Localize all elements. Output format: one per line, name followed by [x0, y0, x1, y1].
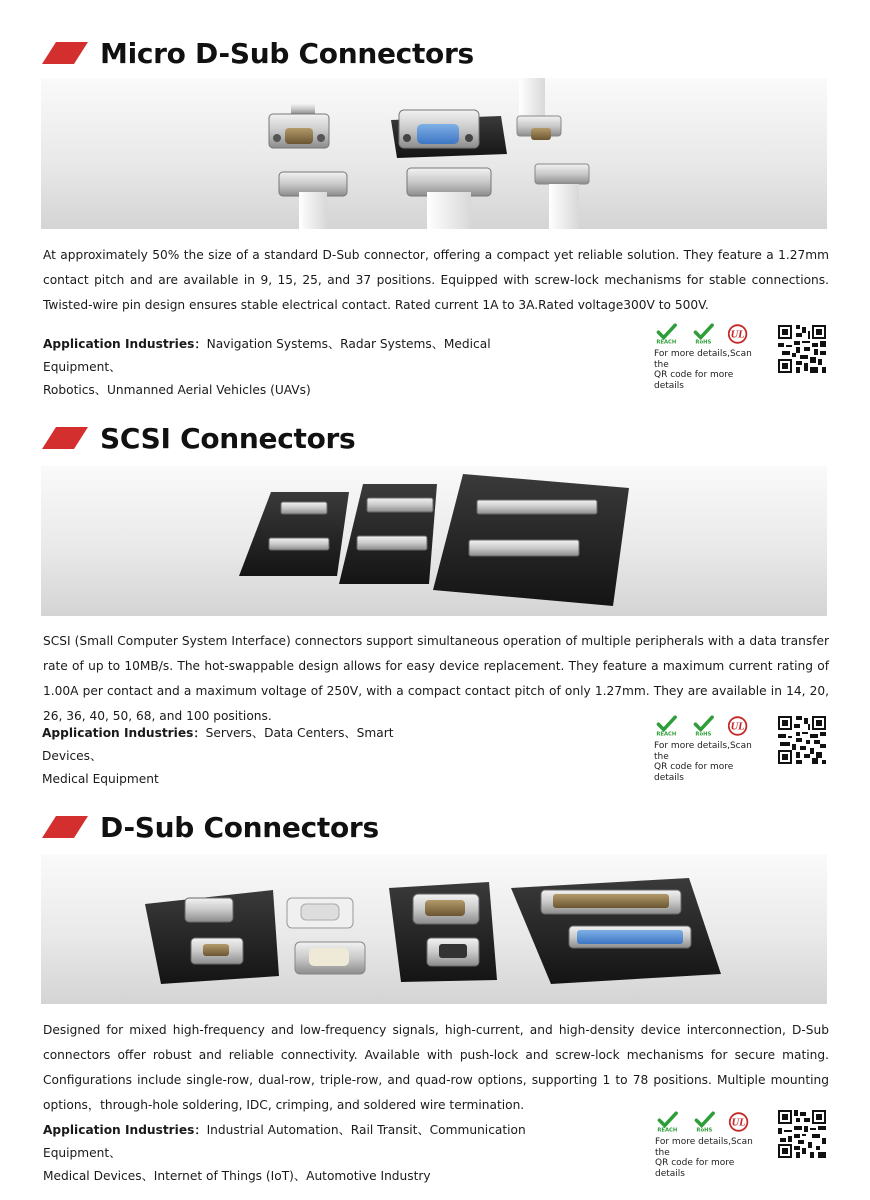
dsub-board-1-image — [145, 890, 279, 984]
ul-mark-icon — [728, 1110, 753, 1134]
product-photo-micro-dsub — [41, 78, 827, 229]
section-title: SCSI Connectors — [100, 421, 356, 455]
qr-code-icon[interactable] — [778, 1110, 826, 1158]
certification-badges — [654, 322, 764, 391]
certification-badges — [654, 714, 764, 783]
micro-dsub-plug-image — [535, 164, 589, 229]
section-title-row — [42, 418, 355, 458]
svg-text:REACH: REACH — [656, 339, 677, 346]
ul-mark-icon — [727, 714, 752, 738]
reach-check-icon — [654, 322, 679, 346]
svg-text:UL: UL — [731, 1118, 746, 1129]
reach-check-icon — [655, 1110, 680, 1134]
scsi-board-medium-image — [339, 484, 437, 584]
qr-caption: For more details,Scan the QR code for more details — [654, 741, 752, 783]
applications-label: Application Industries： — [42, 726, 206, 740]
svg-text:UL: UL — [730, 330, 745, 341]
applications-line: Medical Equipment — [42, 772, 159, 786]
micro-dsub-plug-image — [279, 172, 347, 229]
applications-line: Robotics、Unmanned Aerial Vehicles (UAVs) — [43, 383, 311, 397]
product-photo-scsi — [41, 466, 827, 616]
qr-caption: For more details,Scan the QR code for more details — [655, 1137, 753, 1179]
section-title-row — [42, 807, 379, 847]
product-photo-dsub — [41, 854, 827, 1004]
svg-text:REACH: REACH — [656, 731, 677, 738]
applications-label: Application Industries： — [43, 337, 207, 351]
qr-caption: For more details,Scan the QR code for more details — [654, 349, 752, 391]
applications-line: Medical Devices、Internet of Things (IoT)、Automotive Industry — [43, 1169, 431, 1183]
qr-code-icon[interactable] — [778, 716, 826, 764]
svg-text:RoHS: RoHS — [696, 1127, 712, 1134]
svg-text:RoHS: RoHS — [695, 731, 711, 738]
svg-text:RoHS: RoHS — [695, 339, 711, 346]
section-description: At approximately 50% the size of a standard D-Sub connector, offering a compact yet reliable solution. They feature a 1.27mm contact pitch and are available in 9, 15, 25, and 37 positions. Equipped with screw-lock mechanisms for stable connections. Twisted-wire pin design ensures stable electrical contact. Rated current 1A to 3A.Rated voltage300V to 500V. — [43, 248, 829, 312]
svg-text:UL: UL — [730, 722, 745, 733]
section-description: Designed for mixed high-frequency and low-frequency signals, high-current, and high-density device interconnection, D-Sub connectors offer robust and reliable connectivity. Available with push-lock and screw-lock mechanisms for secure mating. Configurations include single-row, dual-row, triple-row, and quad-row options, supporting 1 to 78 positions. Multiple mounting options，through-hole soldering, IDC, crimping, and soldered wire termination. — [43, 1023, 829, 1112]
scsi-board-large-image — [433, 474, 629, 606]
reach-check-icon — [654, 714, 679, 738]
micro-dsub-board-image — [391, 110, 507, 158]
dsub-board-3-image — [511, 878, 721, 984]
application-industries — [42, 722, 420, 791]
rohs-check-icon — [691, 322, 716, 346]
rohs-check-icon — [692, 1110, 717, 1134]
applications-line: Servers、Data Centers、Smart Devices、 — [42, 726, 394, 763]
red-parallelogram-icon — [42, 42, 88, 64]
applications-label: Application Industries： — [43, 1123, 207, 1137]
red-parallelogram-icon — [42, 427, 88, 449]
section-title: D-Sub Connectors — [100, 810, 379, 844]
rohs-check-icon — [691, 714, 716, 738]
micro-dsub-plug-image — [407, 168, 491, 229]
svg-text:REACH: REACH — [657, 1127, 678, 1134]
dsub-board-2-image — [389, 882, 497, 982]
certification-badges — [655, 1110, 765, 1179]
red-parallelogram-icon — [42, 816, 88, 838]
applications-line: Industrial Automation、Rail Transit、Communication Equipment、 — [43, 1123, 526, 1160]
section-description: SCSI (Small Computer System Interface) connectors support simultaneous operation of multiple peripherals with a data transfer rate of up to 10MB/s. The hot-swappable design allows for easy device replacement. They feature a maximum current rating of 1.00A per contact and a maximum voltage of 250V, with a compact contact pitch of only 1.27mm. They are available in 14, 20, 26, 36, 40, 50, 68, and 100 positions. — [43, 634, 829, 723]
scsi-board-small-image — [239, 492, 349, 576]
section-title-row — [42, 33, 474, 73]
dsub-male-connector-image — [295, 942, 365, 974]
micro-dsub-connector-image — [269, 104, 329, 148]
applications-line: Navigation Systems、Radar Systems、Medical Equipment、 — [43, 337, 491, 374]
ul-mark-icon — [727, 322, 752, 346]
application-industries — [43, 1119, 563, 1188]
qr-code-icon[interactable] — [778, 325, 826, 373]
section-title: Micro D-Sub Connectors — [100, 36, 474, 70]
application-industries — [43, 333, 527, 402]
micro-dsub-cable-image — [517, 78, 561, 140]
dsub-female-connector-image — [287, 898, 353, 928]
